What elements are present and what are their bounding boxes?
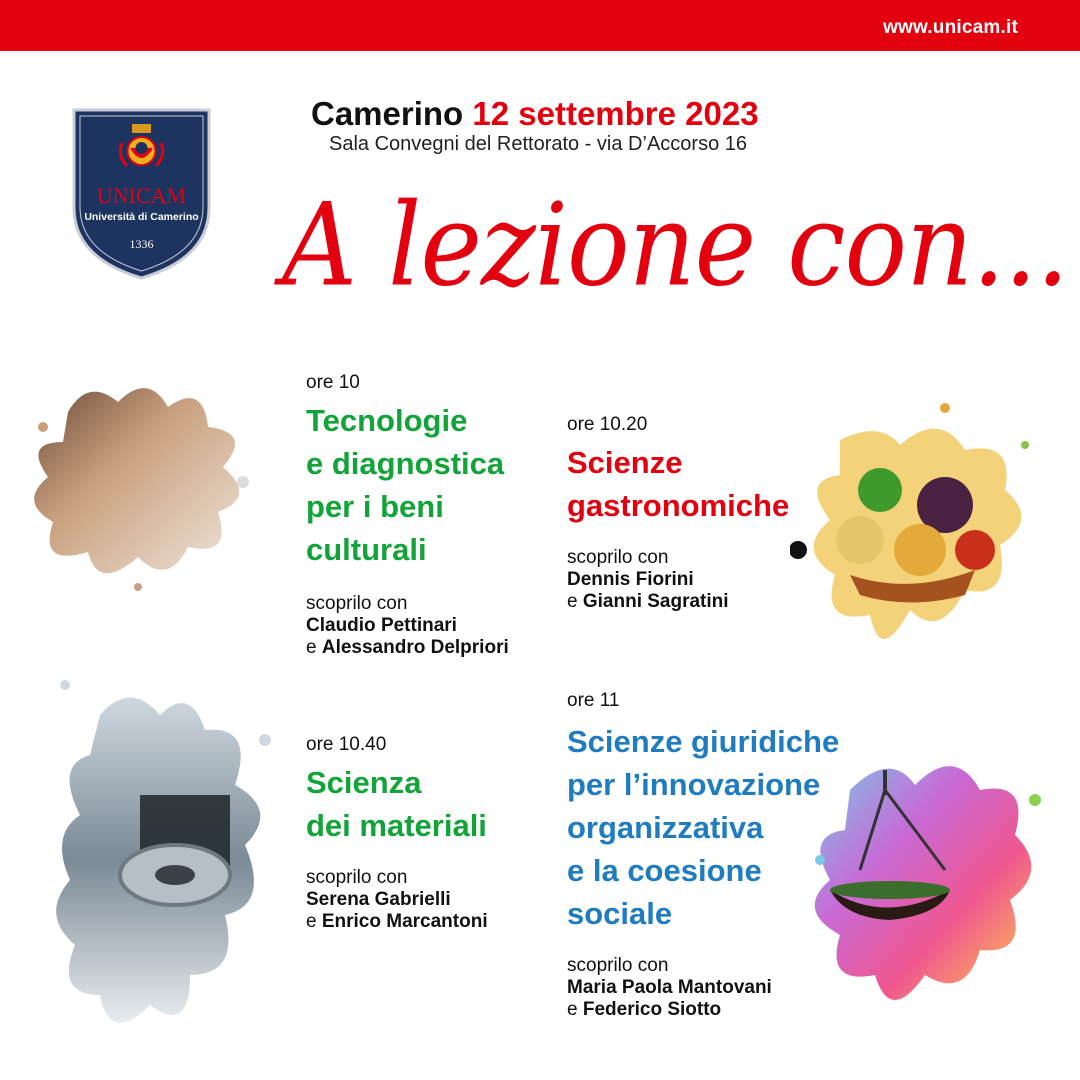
- speaker-name: Federico Siotto: [582, 999, 722, 1020]
- logo-subtitle: Università di Camerino: [84, 211, 199, 223]
- logo-name: UNICAM: [96, 183, 187, 208]
- topic-line: Tecnologie: [306, 403, 468, 438]
- lesson-1-topic: [306, 399, 509, 571]
- city: Camerino: [311, 95, 464, 132]
- lesson-2: [567, 414, 789, 613]
- topic-line: culturali: [306, 532, 427, 567]
- page-title: A lezione con...: [282, 178, 1069, 313]
- topic-line: e la coesione: [567, 853, 762, 888]
- topic-line: Scienza: [306, 765, 422, 800]
- speaker-conjunction: e: [567, 999, 578, 1020]
- topic-line: Scienze giuridiche: [567, 724, 840, 759]
- topic-line: Scienze: [567, 445, 683, 480]
- speaker-conjunction: e: [306, 637, 317, 658]
- topic-line: e diagnostica: [306, 446, 505, 481]
- speaker-name: Maria Paola Mantovani: [567, 977, 772, 998]
- speaker-conjunction: e: [306, 911, 317, 932]
- unicam-logo: [72, 108, 211, 280]
- lesson-2-topic: [567, 441, 789, 527]
- speaker-name: Enrico Marcantoni: [321, 911, 488, 932]
- lesson-4-speakers: [567, 955, 839, 1021]
- lesson-3-speakers: [306, 867, 488, 933]
- cultural-heritage-splash-image: [18, 372, 258, 594]
- logo-year: 1336: [129, 237, 154, 251]
- speakers-intro: scoprilo con: [306, 593, 408, 614]
- topic-line: sociale: [567, 896, 673, 931]
- website-link[interactable]: www.unicam.it: [883, 17, 1018, 38]
- lesson-1-speakers: [306, 593, 509, 659]
- venue: Sala Convegni del Rettorato - via D’Accorso 16: [329, 133, 747, 155]
- speakers-intro: scoprilo con: [306, 867, 408, 888]
- speakers-intro: scoprilo con: [567, 955, 669, 976]
- speaker-name: Alessandro Delpriori: [321, 637, 509, 658]
- topic-line: gastronomiche: [567, 488, 790, 523]
- speaker-name: Dennis Fiorini: [567, 569, 694, 590]
- lesson-3-time: ore 10.40: [306, 734, 387, 755]
- lesson-1: [306, 372, 509, 659]
- speaker-name: Serena Gabrielli: [306, 889, 451, 910]
- lesson-2-speakers: [567, 547, 789, 613]
- topic-line: dei materiali: [306, 808, 487, 843]
- top-bar: [0, 0, 1080, 51]
- lesson-3-topic: [306, 761, 488, 847]
- speakers-intro: scoprilo con: [567, 547, 669, 568]
- topic-line: organizzativa: [567, 810, 764, 845]
- lesson-4-topic: [567, 720, 839, 935]
- gastronomy-splash-image: [790, 400, 1040, 665]
- speaker-name: Claudio Pettinari: [306, 615, 457, 636]
- event-date: [311, 95, 759, 133]
- lesson-2-time: ore 10.20: [567, 414, 648, 435]
- lesson-4-time: ore 11: [567, 690, 620, 711]
- lesson-4: [567, 690, 839, 1021]
- materials-science-splash-image: [40, 675, 280, 1045]
- speaker-conjunction: e: [567, 591, 578, 612]
- date: 12 settembre 2023: [472, 95, 759, 132]
- topic-line: per l’innovazione: [567, 767, 821, 802]
- topic-line: per i beni: [306, 489, 444, 524]
- speaker-name: Gianni Sagratini: [582, 591, 729, 612]
- lesson-3: [306, 734, 488, 933]
- lesson-1-time: ore 10: [306, 372, 360, 393]
